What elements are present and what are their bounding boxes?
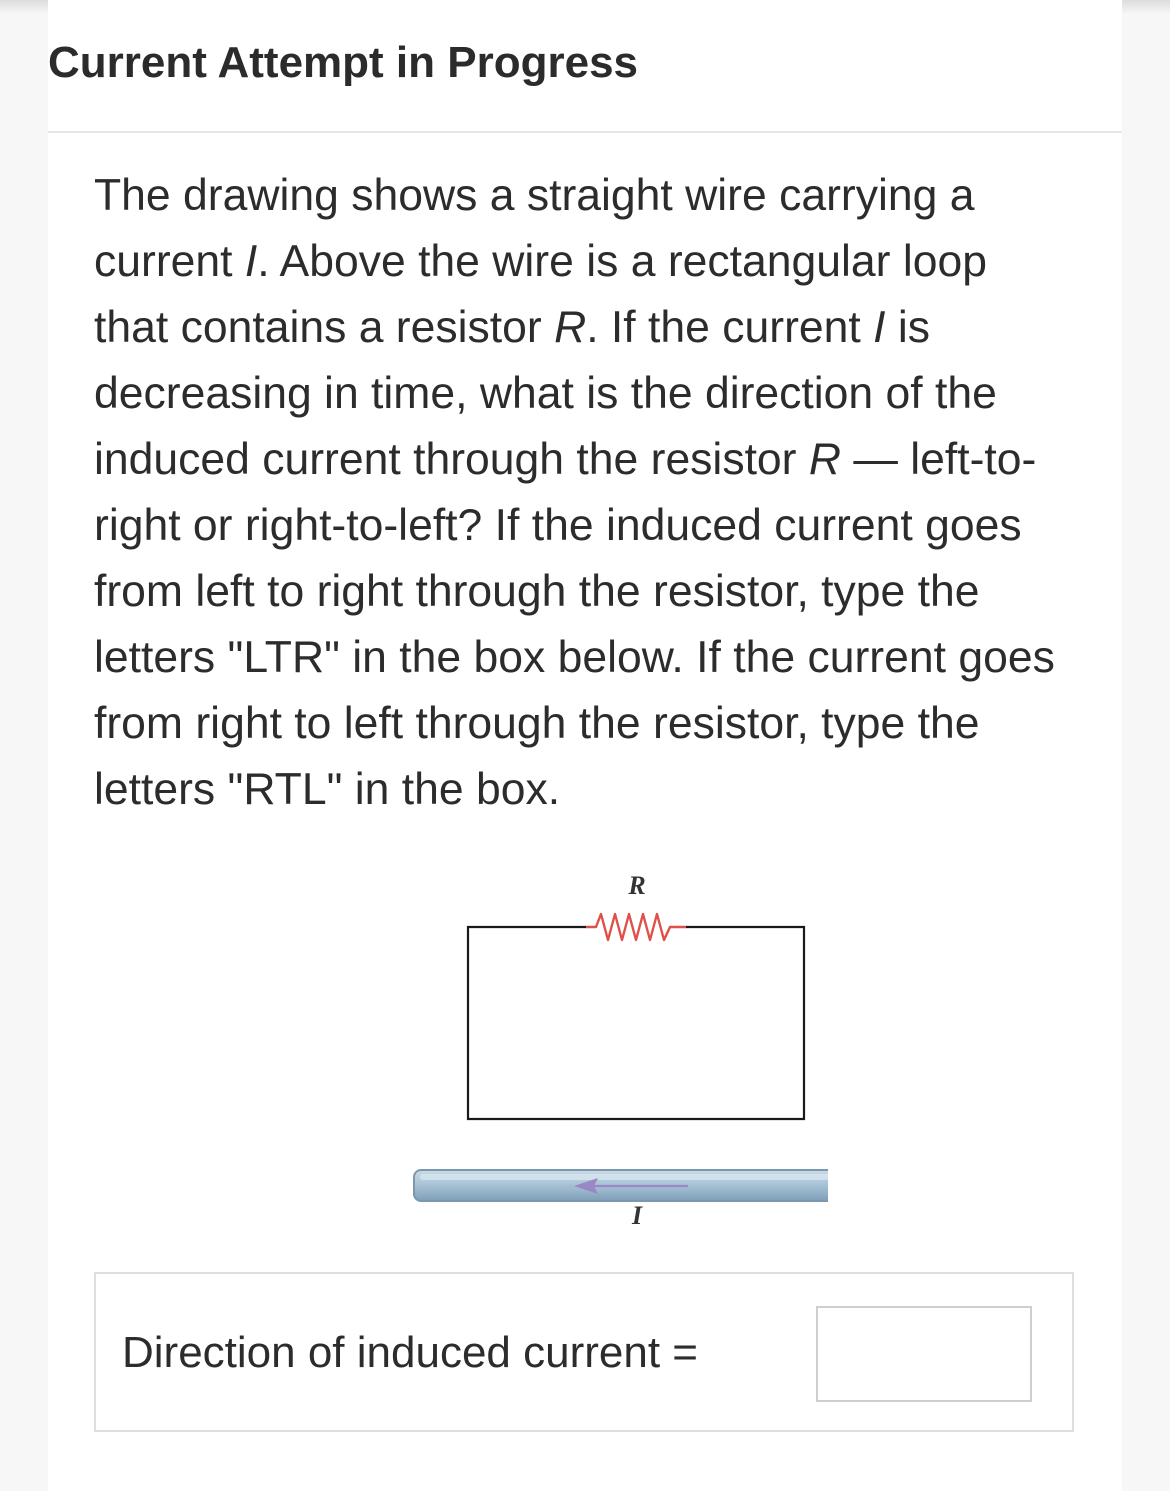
question-text xyxy=(94,163,1064,823)
question-card xyxy=(48,0,1122,1491)
answer-label: Direction of induced current = xyxy=(122,1328,698,1377)
wire-highlight xyxy=(420,1174,828,1180)
question-seg-3: . If the current xyxy=(586,303,874,352)
page-title: Current Attempt in Progress xyxy=(48,38,639,87)
var-current-i-2: I xyxy=(873,303,886,352)
question-seg-4: is decreasing in time, what is the direction of the induced current through the resistor xyxy=(94,303,997,484)
circuit-diagram xyxy=(358,862,828,1242)
header xyxy=(48,0,1122,133)
rectangular-loop xyxy=(468,927,804,1119)
var-current-i: I xyxy=(244,237,258,286)
answer-box xyxy=(94,1272,1074,1432)
var-resistor-r: R xyxy=(554,303,587,352)
resistor-label: R xyxy=(628,871,646,900)
current-label: I xyxy=(631,1201,643,1230)
question-seg-5: — left-to-right or right-to-left? If the induced current goes from left to right through the resistor, type the letters "LTR" in the box below. If the current goes from right to left through the resistor, type the letters "RTL" in the box. xyxy=(94,435,1055,814)
question-seg-1: The drawing shows a straight wire carrying a current xyxy=(94,171,975,286)
question-seg-2: . Above the wire is a rectangular loop that contains a resistor xyxy=(94,237,987,352)
resistor-icon xyxy=(586,914,686,940)
var-resistor-r-2: R xyxy=(808,435,842,484)
answer-input[interactable] xyxy=(816,1306,1032,1402)
